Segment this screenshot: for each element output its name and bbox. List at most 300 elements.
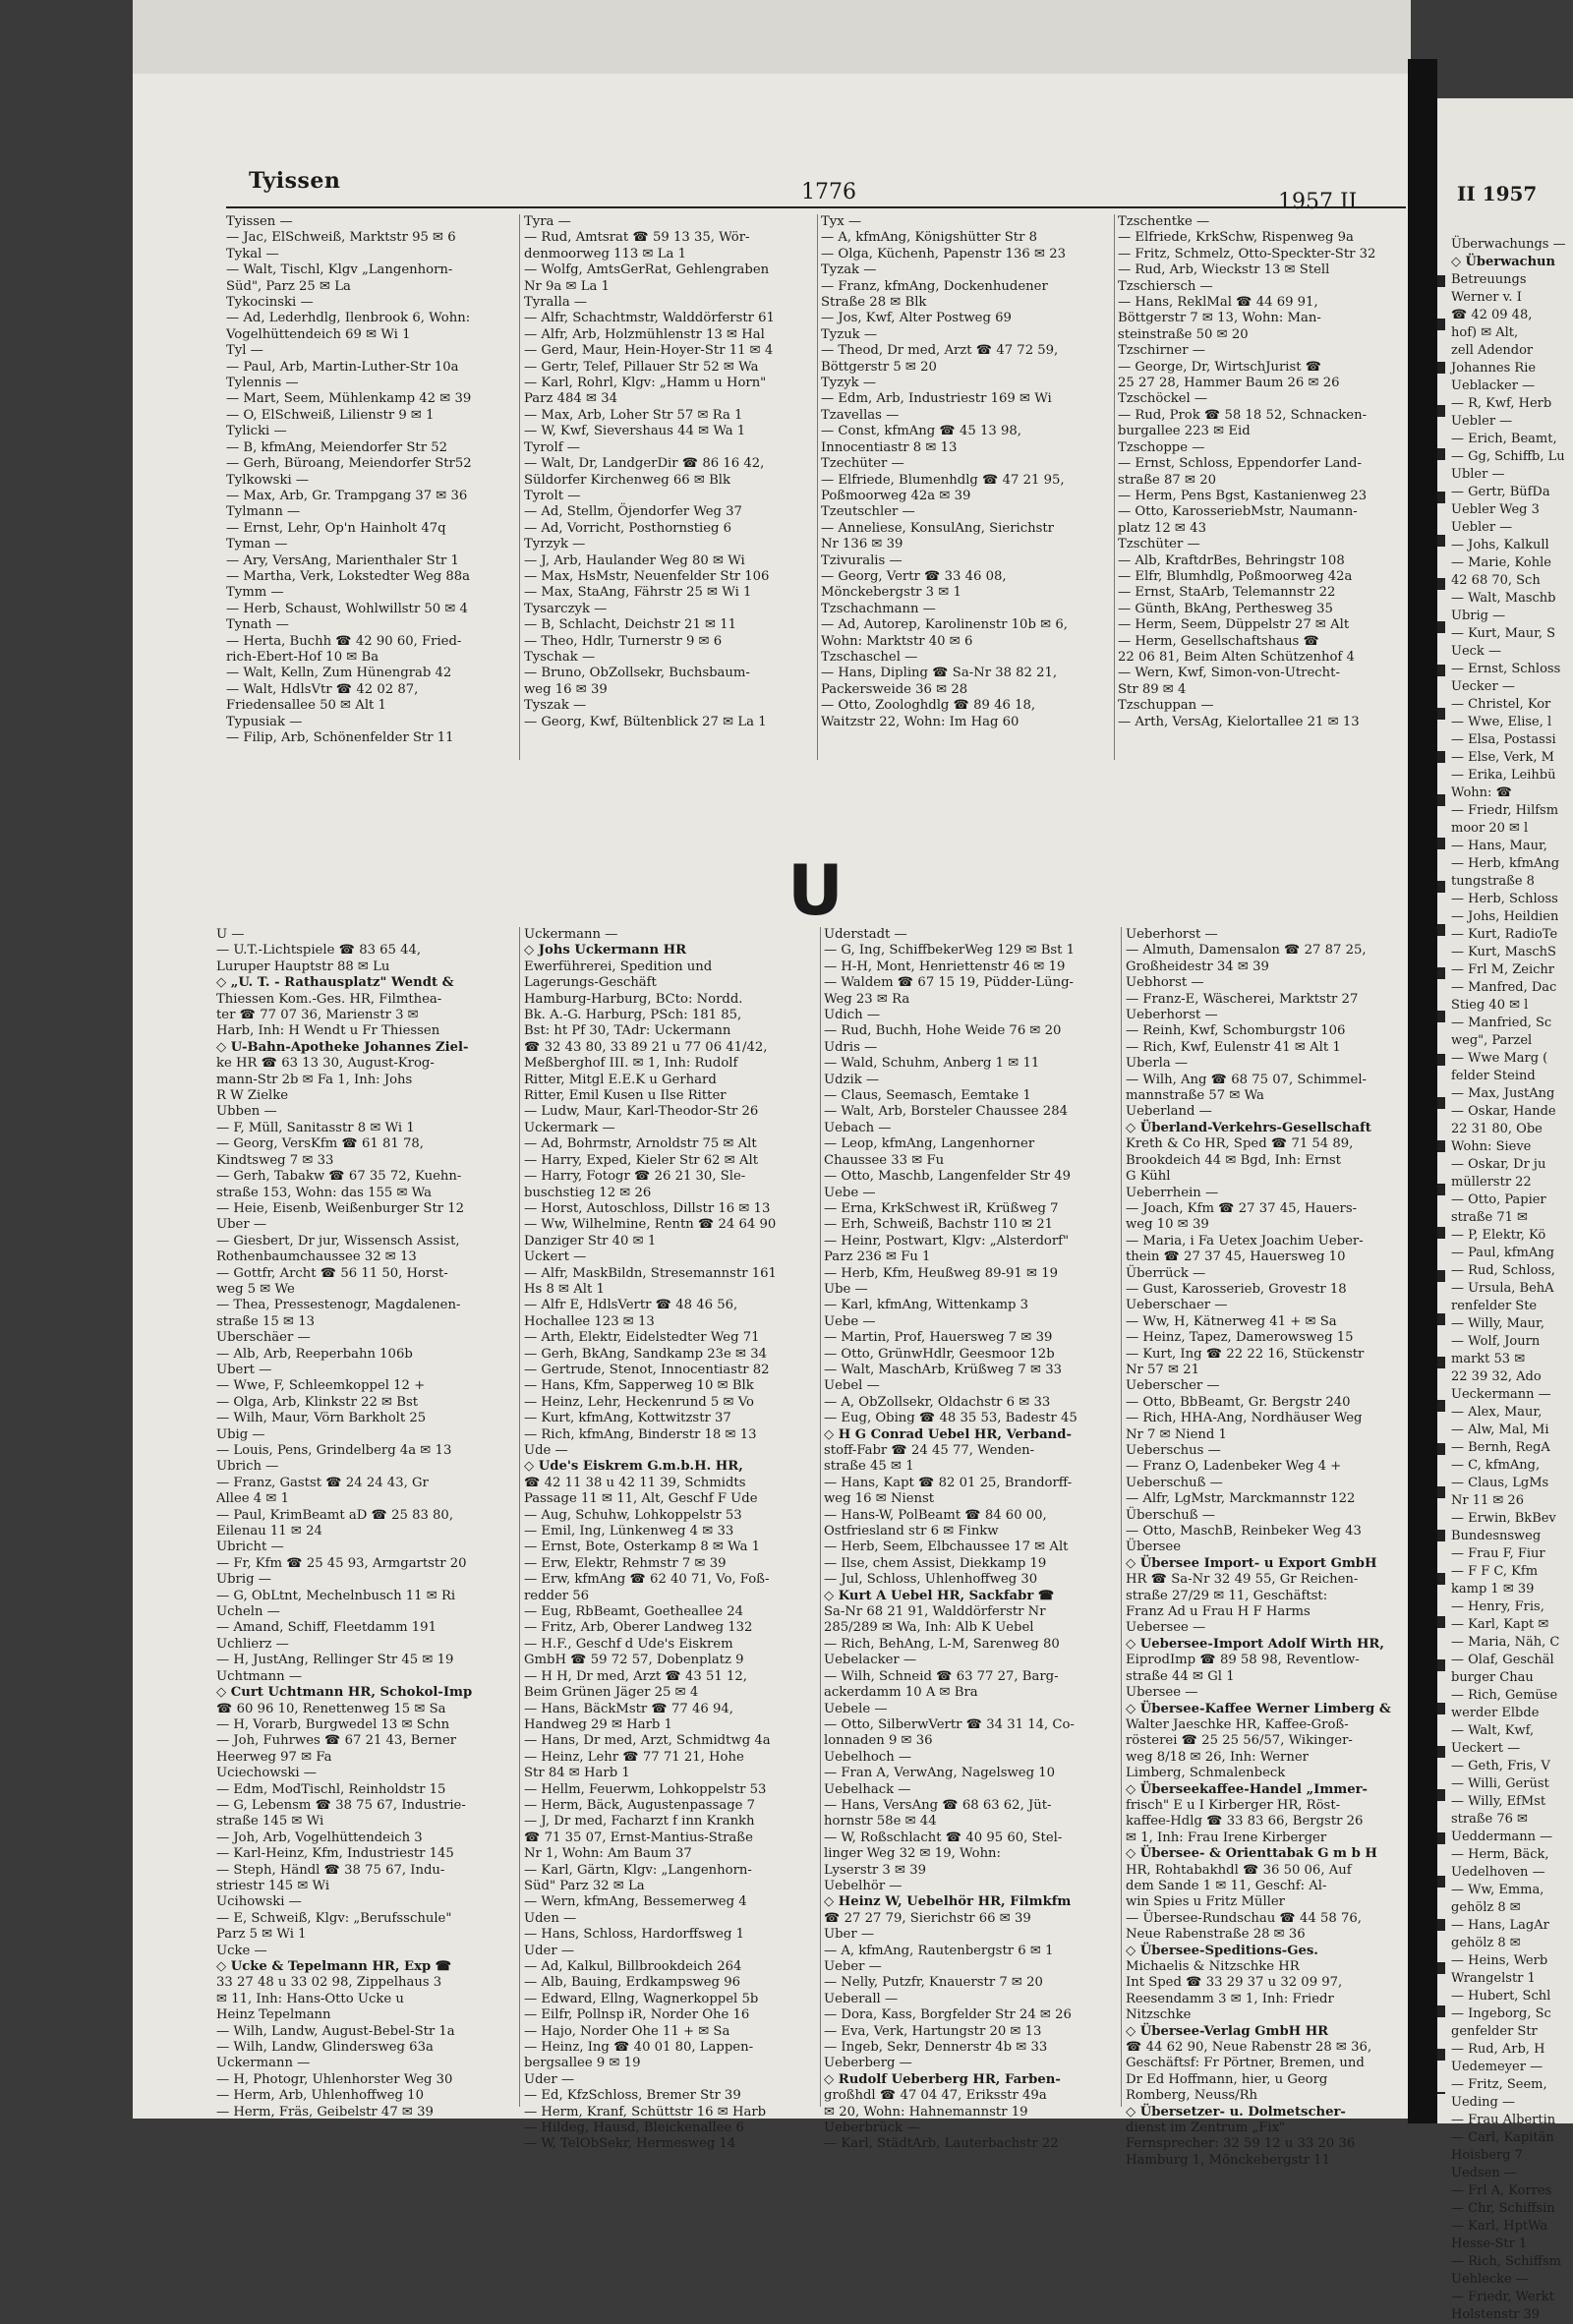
top-column-4 xyxy=(1118,214,1413,730)
directory-entry: — Hans-W, PolBeamt ☎ 84 60 00, xyxy=(824,1507,1047,1523)
top-column-2 xyxy=(524,214,814,730)
directory-entry: Nr 1, Wohn: Am Baum 37 xyxy=(524,1846,692,1862)
directory-entry: — Joh, Fuhrwes ☎ 67 21 43, Berner xyxy=(216,1733,457,1749)
directory-entry: Parz 236 ✉ Fu 1 xyxy=(824,1249,931,1265)
directory-entry: — Kurt, MaschS xyxy=(1451,945,1556,959)
directory-entry: Lyserstr 3 ✉ 39 xyxy=(824,1862,927,1878)
directory-entry: — Otto, GrünwHdlr, Geesmoor 12b xyxy=(824,1346,1055,1362)
running-head-right: 1957 II xyxy=(1278,190,1358,214)
directory-entry: — Ilse, chem Assist, Diekkamp 19 xyxy=(824,1555,1047,1571)
directory-entry: — Martin, Prof, Hauersweg 7 ✉ 39 xyxy=(824,1330,1053,1346)
directory-entry: — Carl, Kapitän xyxy=(1451,2130,1554,2145)
directory-entry: Großheidestr 34 ✉ 39 xyxy=(1126,959,1269,974)
directory-entry: — Karl, Kapt ✉ xyxy=(1451,1617,1549,1632)
directory-entry: — Jos, Kwf, Alter Postweg 69 xyxy=(821,311,1012,326)
directory-entry: Tyzuk — xyxy=(821,326,878,342)
directory-entry: Nr 9a ✉ La 1 xyxy=(524,278,610,294)
directory-entry: Uebelhack — xyxy=(824,1781,911,1797)
directory-entry: — Elsa, Postassi xyxy=(1451,732,1556,747)
directory-entry: — Almuth, Damensalon ☎ 27 87 25, xyxy=(1126,943,1367,959)
directory-entry: — Joach, Kfm ☎ 27 37 45, Hauers- xyxy=(1126,1200,1358,1216)
directory-entry: — Hans, Dr med, Arzt, Schmidtwg 4a xyxy=(524,1733,771,1749)
directory-entry: — Anneliese, KonsulAng, Sierichstr xyxy=(821,520,1054,536)
directory-entry: Reesendamm 3 ✉ 1, Inh: Friedr xyxy=(1126,1991,1334,2006)
directory-entry: — Rud, Arb, Wieckstr 13 ✉ Stell xyxy=(1118,262,1330,278)
directory-entry: steinstraße 50 ✉ 20 xyxy=(1118,326,1249,342)
directory-entry: Ueblacker — xyxy=(1451,378,1536,393)
directory-entry: — Otto, SilberwVertr ☎ 34 31 14, Co- xyxy=(824,1716,1075,1732)
directory-entry: Tyx — xyxy=(821,214,862,229)
directory-entry: ◇ Uebersee-Import Adolf Wirth HR, xyxy=(1126,1636,1384,1652)
directory-entry: weg 16 ✉ Nienst xyxy=(824,1491,935,1507)
directory-entry: Ueberall — xyxy=(824,1991,899,2006)
directory-entry: mann-Str 2b ✉ Fa 1, Inh: Johs xyxy=(216,1072,413,1087)
directory-entry: bergsallee 9 ✉ 19 xyxy=(524,2056,641,2071)
directory-entry: — A, kfmAng, Rautenbergstr 6 ✉ 1 xyxy=(824,1943,1054,1958)
directory-entry: ◇ Johs Uckermann HR xyxy=(524,943,687,959)
directory-entry: Tyrolf — xyxy=(524,439,580,455)
directory-entry: — F F C, Kfm xyxy=(1451,1564,1539,1579)
directory-entry: Hs 8 ✉ Alt 1 xyxy=(524,1281,605,1297)
directory-entry: Ueddermann — xyxy=(1451,1830,1553,1844)
directory-entry: — Gerh, Büroang, Meiendorfer Str52 xyxy=(226,456,472,472)
directory-entry: ☎ 71 35 07, Ernst-Mantius-Straße xyxy=(524,1830,753,1845)
directory-entry: Ritter, Mitgl E.E.K u Gerhard xyxy=(524,1072,717,1087)
directory-entry: — Olga, Küchenh, Papenstr 136 ✉ 23 xyxy=(821,246,1067,261)
directory-entry: — Otto, MaschB, Reinbeker Weg 43 xyxy=(1126,1524,1362,1540)
directory-entry: — Franz O, Ladenbeker Weg 4 + xyxy=(1126,1459,1342,1475)
directory-entry: — Elfriede, KrkSchw, Rispenweg 9a xyxy=(1118,230,1354,246)
directory-entry: Übersee xyxy=(1126,1540,1182,1555)
directory-entry: — Eva, Verk, Hartungstr 20 ✉ 13 xyxy=(824,2023,1042,2039)
directory-entry: Uckermann — xyxy=(216,2056,311,2071)
directory-entry: Ritter, Emil Kusen u Ilse Ritter xyxy=(524,1088,727,1104)
directory-entry: Uber — xyxy=(824,1927,875,1943)
directory-entry: — Heinz, Lehr, Heckenrund 5 ✉ Vo xyxy=(524,1394,754,1410)
directory-entry: — Gerd, Maur, Hein-Hoyer-Str 11 ✉ 4 xyxy=(524,343,774,359)
directory-entry: — Gertr, Telef, Pillauer Str 52 ✉ Wa xyxy=(524,359,759,375)
directory-entry: — Walt, MaschArb, Krüßweg 7 ✉ 33 xyxy=(824,1362,1063,1377)
directory-entry: — Alfr, MaskBildn, Stresemannstr 161 xyxy=(524,1265,777,1281)
directory-entry: Uebele — xyxy=(824,1701,888,1716)
directory-entry: Tzivuralis — xyxy=(821,552,903,568)
directory-entry: Weg 23 ✉ Ra xyxy=(824,991,910,1007)
directory-entry: — H, Vorarb, Burgwedel 13 ✉ Schn xyxy=(216,1716,450,1732)
directory-entry: Uberschäer — xyxy=(216,1330,311,1346)
directory-entry: Kindtsweg 7 ✉ 33 xyxy=(216,1152,334,1168)
directory-entry: — Ad, Vorricht, Posthornstieg 6 xyxy=(524,520,732,536)
directory-entry: — Ernst, Lehr, Op'n Hainholt 47q xyxy=(226,520,446,536)
directory-entry: Uden — xyxy=(524,1910,577,1926)
directory-entry: weg 8/18 ✉ 26, Inh: Werner xyxy=(1126,1749,1309,1765)
directory-entry: — Georg, Kwf, Bültenblick 27 ✉ La 1 xyxy=(524,714,767,729)
directory-entry: — Walt, Kelln, Zum Hünengrab 42 xyxy=(226,666,452,681)
directory-entry: — Rich, Schiffsm xyxy=(1451,2254,1561,2269)
directory-entry: Ueberland — xyxy=(1126,1104,1212,1120)
directory-entry: — Emil, Ing, Lünkenweg 4 ✉ 33 xyxy=(524,1524,734,1540)
directory-entry: — Kurt, RadioTe xyxy=(1451,927,1558,942)
directory-entry: — Herm, Seem, Düppelstr 27 ✉ Alt xyxy=(1118,617,1350,633)
directory-entry: ◇ Übersee-Verlag GmbH HR xyxy=(1126,2023,1329,2039)
directory-entry: Franz Ad u Frau H F Harms xyxy=(1126,1604,1311,1620)
directory-entry: — O, ElSchweiß, Lilienstr 9 ✉ 1 xyxy=(226,407,435,423)
directory-entry: — Wilh, Schneid ☎ 63 77 27, Barg- xyxy=(824,1668,1059,1684)
directory-entry: moor 20 ✉ l xyxy=(1451,821,1529,836)
directory-entry: — Ad, Kalkul, Billbrookdeich 264 xyxy=(524,1959,742,1974)
directory-entry: Hamburg 1, Mönckebergstr 11 xyxy=(1126,2152,1330,2168)
column-rule xyxy=(817,214,818,760)
directory-entry: Tzavellas — xyxy=(821,407,900,423)
directory-entry: felder Steind xyxy=(1451,1069,1536,1083)
directory-entry: Meßberghof III. ✉ 1, Inh: Rudolf xyxy=(524,1056,738,1072)
directory-entry: — Rich, BehAng, L-M, Sarenweg 80 xyxy=(824,1636,1060,1652)
directory-entry: — Amand, Schiff, Fleetdamm 191 xyxy=(216,1620,437,1636)
directory-entry: Ude — xyxy=(524,1443,568,1458)
directory-entry: — J, Arb, Haulander Weg 80 ✉ Wi xyxy=(524,552,745,568)
directory-entry: R W Zielke xyxy=(216,1088,289,1104)
bottom-column-3 xyxy=(824,927,1119,2153)
directory-entry: — Theod, Dr med, Arzt ☎ 47 72 59, xyxy=(821,343,1059,359)
directory-entry: — Heinr, Postwart, Klgv: „Alsterdorf" xyxy=(824,1233,1070,1249)
directory-entry: Uchtmann — xyxy=(216,1668,303,1684)
directory-entry: Kreth & Co HR, Sped ☎ 71 54 89, xyxy=(1126,1136,1354,1152)
directory-entry: — Rud, Schloss, xyxy=(1451,1263,1555,1278)
directory-entry: Tzschuppan — xyxy=(1118,698,1214,714)
directory-entry: straße 15 ✉ 13 xyxy=(216,1313,316,1329)
directory-entry: — Martha, Verk, Lokstedter Weg 88a xyxy=(226,568,471,584)
directory-entry: Bk. A.-G. Harburg, PSch: 181 85, xyxy=(524,1008,742,1023)
directory-entry: Tylmann — xyxy=(226,504,301,520)
directory-entry: — P, Elektr, Kö xyxy=(1451,1228,1546,1243)
directory-entry: — Theo, Hdlr, Turnerstr 9 ✉ 6 xyxy=(524,633,723,649)
directory-entry: — Else, Verk, M xyxy=(1451,750,1554,765)
directory-entry: — Ludw, Maur, Karl-Theodor-Str 26 xyxy=(524,1104,759,1120)
directory-entry: — Ww, H, Kätnerweg 41 + ✉ Sa xyxy=(1126,1313,1337,1329)
directory-entry: — Wolf, Journ xyxy=(1451,1334,1541,1349)
directory-entry: Ueberschaer — xyxy=(1126,1298,1228,1313)
directory-entry: Uebelacker — xyxy=(824,1653,917,1668)
directory-entry: — Hans, BäckMstr ☎ 77 46 94, xyxy=(524,1701,733,1716)
directory-entry: — Arth, VersAg, Kielortallee 21 ✉ 13 xyxy=(1118,714,1360,729)
directory-entry: Nr 7 ✉ Niend 1 xyxy=(1126,1426,1227,1442)
directory-entry: — Max, HsMstr, Neuenfelder Str 106 xyxy=(524,568,770,584)
directory-entry: — E, Schweiß, Klgv: „Berufsschule" xyxy=(216,1910,452,1926)
directory-entry: Uckermann — xyxy=(524,927,618,942)
directory-entry: — Herm, Pens Bgst, Kastanienweg 23 xyxy=(1118,488,1368,503)
directory-entry: — B, Schlacht, Deichstr 21 ✉ 11 xyxy=(524,617,737,633)
directory-entry: mannstraße 57 ✉ Wa xyxy=(1126,1088,1264,1104)
directory-entry: Tzschoppe — xyxy=(1118,439,1205,455)
directory-entry: — Walt, Tischl, Klgv „Langenhorn- xyxy=(226,262,453,278)
directory-entry: dienst im Zentrum „Fix" xyxy=(1126,2121,1286,2136)
directory-entry: Uebhorst — xyxy=(1126,975,1204,991)
directory-entry: Ubig — xyxy=(216,1426,265,1442)
directory-entry: — Übersee-Rundschau ☎ 44 58 76, xyxy=(1126,1910,1362,1926)
directory-entry: — Jul, Schloss, Uhlenhoffweg 30 xyxy=(824,1572,1038,1588)
directory-entry: Poßmoorweg 42a ✉ 39 xyxy=(821,488,971,503)
directory-entry: — Fran A, VerwAng, Nagelsweg 10 xyxy=(824,1766,1055,1781)
directory-entry: Hoisberg 7 xyxy=(1451,2148,1523,2163)
directory-entry: — Paul, Arb, Martin-Luther-Str 10a xyxy=(226,359,459,375)
directory-entry: Sa-Nr 68 21 91, Walddörferstr Nr xyxy=(824,1604,1046,1620)
directory-entry: — Alfr E, HdlsVertr ☎ 48 46 56, xyxy=(524,1298,738,1313)
directory-entry: — Alfr, Arb, Holzmühlenstr 13 ✉ Hal xyxy=(524,326,765,342)
directory-entry: — Erwin, BkBev xyxy=(1451,1511,1556,1526)
directory-entry: Ueck — xyxy=(1451,644,1501,659)
directory-entry: Udris — xyxy=(824,1039,878,1055)
directory-entry: kamp 1 ✉ 39 xyxy=(1451,1582,1535,1597)
directory-entry: — Eug, Obing ☎ 48 35 53, Badestr 45 xyxy=(824,1411,1078,1426)
directory-entry: Fernsprecher: 32 59 12 u 33 20 36 xyxy=(1126,2136,1356,2152)
directory-entry: — Olaf, Geschäl xyxy=(1451,1653,1554,1667)
directory-entry: — Herm, Bäck, Augustenpassage 7 xyxy=(524,1797,756,1813)
directory-entry: Handweg 29 ✉ Harb 1 xyxy=(524,1716,672,1732)
directory-entry: hornstr 58e ✉ 44 xyxy=(824,1814,937,1830)
directory-entry: — Otto, BbBeamt, Gr. Bergstr 240 xyxy=(1126,1394,1351,1410)
directory-entry: ◇ Kurt A Uebel HR, Sackfabr ☎ xyxy=(824,1588,1055,1603)
directory-entry: — Gerh, Tabakw ☎ 67 35 72, Kuehn- xyxy=(216,1169,462,1185)
directory-entry: — Wald, Schuhm, Anberg 1 ✉ 11 xyxy=(824,1056,1040,1072)
directory-entry: Holstenstr 39 xyxy=(1451,2307,1541,2322)
directory-entry: Tylkowski — xyxy=(226,472,310,488)
directory-entry: 25 27 28, Hammer Baum 26 ✉ 26 xyxy=(1118,376,1340,391)
directory-entry: — G, ObLtnt, Mechelnbusch 11 ✉ Ri xyxy=(216,1588,456,1603)
directory-entry: Überschuß — xyxy=(1126,1507,1215,1523)
directory-entry: Eilenau 11 ✉ 24 xyxy=(216,1524,322,1540)
directory-entry: ◇ U-Bahn-Apotheke Johannes Ziel- xyxy=(216,1039,469,1055)
directory-entry: Ubrig — xyxy=(216,1572,271,1588)
directory-entry: — Georg, VersKfm ☎ 61 81 78, xyxy=(216,1136,424,1152)
directory-entry: thein ☎ 27 37 45, Hauersweg 10 xyxy=(1126,1249,1346,1265)
directory-entry: — Ingeb, Sekr, Dennerstr 4b ✉ 33 xyxy=(824,2040,1048,2056)
directory-entry: genfelder Str xyxy=(1451,2024,1538,2039)
directory-entry: — Max, StaAng, Fährstr 25 ✉ Wi 1 xyxy=(524,585,752,601)
directory-entry: — Filip, Arb, Schönenfelder Str 11 xyxy=(226,730,454,745)
directory-entry: stoff-Fabr ☎ 24 45 77, Wenden- xyxy=(824,1443,1035,1458)
directory-entry: ◇ Überland-Verkehrs-Gesellschaft xyxy=(1126,1120,1371,1135)
directory-entry: ke HR ☎ 63 13 30, August-Krog- xyxy=(216,1056,435,1072)
header-rule xyxy=(226,206,1406,208)
directory-entry: — Hildeg, Hausd, Bleickenallee 6 xyxy=(524,2121,744,2136)
directory-entry: Tyralla — xyxy=(524,295,588,311)
directory-entry: — Mart, Seem, Mühlenkamp 42 ✉ 39 xyxy=(226,391,472,407)
directory-entry: — Herb, Seem, Elbchaussee 17 ✉ Alt xyxy=(824,1540,1069,1555)
directory-entry: — Erika, Leihbü xyxy=(1451,768,1556,783)
directory-entry: Ubert — xyxy=(216,1362,272,1377)
directory-entry: — Ernst, StaArb, Telemannstr 22 xyxy=(1118,585,1336,601)
directory-entry: buschstieg 12 ✉ 26 xyxy=(524,1185,652,1200)
directory-entry: — W, Kwf, Sievershaus 44 ✉ Wa 1 xyxy=(524,424,746,439)
directory-entry: — Walt, HdlsVtr ☎ 42 02 87, xyxy=(226,681,419,697)
directory-entry: Tynath — xyxy=(226,617,289,633)
directory-entry: rich-Ebert-Hof 10 ✉ Ba xyxy=(226,649,379,665)
directory-entry: Udich — xyxy=(824,1008,881,1023)
directory-entry: — Alfr, LgMstr, Marckmannstr 122 xyxy=(1126,1491,1356,1507)
directory-entry: 285/289 ✉ Wa, Inh: Alb K Uebel xyxy=(824,1620,1034,1636)
directory-entry: Tzechüter — xyxy=(821,456,904,472)
directory-entry: — F, Müll, Sanitasstr 8 ✉ Wi 1 xyxy=(216,1120,415,1135)
directory-entry: — B, kfmAng, Meiendorfer Str 52 xyxy=(226,439,447,455)
directory-entry: — Fr, Kfm ☎ 25 45 93, Armgartstr 20 xyxy=(216,1555,467,1571)
directory-entry: 33 27 48 u 33 02 98, Zippelhaus 3 xyxy=(216,1975,442,1991)
column-rule xyxy=(519,927,520,2107)
directory-entry: — George, Dr, WirtschJurist ☎ xyxy=(1118,359,1322,375)
directory-entry: Beim Grünen Jäger 25 ✉ 4 xyxy=(524,1685,699,1701)
directory-entry: — Erich, Beamt, xyxy=(1451,432,1557,446)
directory-entry: — Fritz, Arb, Oberer Landweg 132 xyxy=(524,1620,753,1636)
directory-entry: — Joh, Arb, Vogelhüttendeich 3 xyxy=(216,1830,423,1845)
directory-entry: ◇ Übersetzer- u. Dolmetscher- xyxy=(1126,2104,1346,2120)
directory-entry: Waitzstr 22, Wohn: Im Hag 60 xyxy=(821,714,1020,729)
directory-entry: — Claus, Seemasch, Eemtake 1 xyxy=(824,1088,1031,1104)
directory-entry: Neue Rabenstraße 28 ✉ 36 xyxy=(1126,1927,1306,1943)
directory-entry: ◇ H G Conrad Uebel HR, Verband- xyxy=(824,1426,1072,1442)
directory-entry: ◇ Rudolf Ueberberg HR, Farben- xyxy=(824,2071,1061,2087)
directory-entry: ☎ 60 96 10, Renettenweg 15 ✉ Sa xyxy=(216,1701,446,1716)
directory-entry: — Hajo, Norder Ohe 11 + ✉ Sa xyxy=(524,2023,730,2039)
directory-entry: — Herm, Fräs, Geibelstr 47 ✉ 39 xyxy=(216,2104,434,2120)
directory-entry: Str 89 ✉ 4 xyxy=(1118,681,1187,697)
directory-entry: — Johs, Heildien xyxy=(1451,909,1559,924)
directory-entry: Ewerführerei, Spedition und xyxy=(524,959,713,974)
directory-entry: Walter Jaeschke HR, Kaffee-Groß- xyxy=(1126,1716,1349,1732)
directory-entry: — Walt, Dr, LandgerDir ☎ 86 16 42, xyxy=(524,456,765,472)
directory-entry: straße 45 ✉ 1 xyxy=(824,1459,914,1475)
directory-entry: burger Chau xyxy=(1451,1670,1534,1685)
directory-entry: — Heinz, Ing ☎ 40 01 80, Lappen- xyxy=(524,2040,754,2056)
directory-entry: Limberg, Schmalenbeck xyxy=(1126,1766,1286,1781)
directory-entry: — Erw, kfmAng ☎ 62 40 71, Vo, Foß- xyxy=(524,1572,770,1588)
directory-entry: ✉ 1, Inh: Frau Irene Kirberger xyxy=(1126,1830,1327,1845)
directory-entry: Johannes Rie xyxy=(1451,361,1537,376)
directory-entry: Harb, Inh: H Wendt u Fr Thiessen xyxy=(216,1023,440,1039)
directory-entry: — Paul, kfmAng xyxy=(1451,1246,1554,1260)
directory-entry: redder 56 xyxy=(524,1588,590,1603)
directory-entry: Tzschiersch — xyxy=(1118,278,1213,294)
directory-entry: — Maria, Näh, C xyxy=(1451,1635,1560,1650)
directory-entry: — Ad, Autorep, Karolinenstr 10b ✉ 6, xyxy=(821,617,1068,633)
directory-entry: Uder — xyxy=(524,2071,575,2087)
directory-entry: großhdl ☎ 47 04 47, Eriksstr 49a xyxy=(824,2088,1047,2104)
directory-entry: — Waldem ☎ 67 15 19, Püdder-Lüng- xyxy=(824,975,1074,991)
directory-entry: Heinz Tepelmann xyxy=(216,2007,331,2023)
directory-entry: — Ad, Bohrmstr, Arnoldstr 75 ✉ Alt xyxy=(524,1136,757,1152)
directory-entry: — Paul, KrimBeamt aD ☎ 25 83 80, xyxy=(216,1507,454,1523)
directory-entry: — Wilh, Maur, Vörn Barkholt 25 xyxy=(216,1411,427,1426)
directory-entry: — Hans, Kapt ☎ 82 01 25, Brandorff- xyxy=(824,1475,1073,1490)
directory-entry: Dr Ed Hoffmann, hier, u Georg xyxy=(1126,2071,1328,2087)
directory-entry: — H-H, Mont, Henriettenstr 46 ✉ 19 xyxy=(824,959,1066,974)
directory-entry: G Kühl xyxy=(1126,1169,1171,1185)
book-gutter xyxy=(1408,59,1437,2123)
directory-entry: — Oskar, Hande xyxy=(1451,1104,1556,1119)
directory-entry: Tzschaschel — xyxy=(821,649,918,665)
directory-entry: — Christel, Kor xyxy=(1451,697,1551,712)
directory-entry: — Rich, kfmAng, Binderstr 18 ✉ 13 xyxy=(524,1426,757,1442)
directory-entry: — G, Ing, SchiffbekerWeg 129 ✉ Bst 1 xyxy=(824,943,1076,959)
directory-entry: Nitzschke xyxy=(1126,2007,1192,2023)
directory-entry: — Jac, ElSchweiß, Marktstr 95 ✉ 6 xyxy=(226,230,456,246)
directory-entry: ☎ 42 09 48, xyxy=(1451,308,1533,322)
directory-entry: Michaelis & Nitzschke HR xyxy=(1126,1959,1300,1974)
directory-entry: win Spies u Fritz Müller xyxy=(1126,1894,1285,1910)
directory-entry: — Günth, BkAng, Perthesweg 35 xyxy=(1118,601,1333,616)
directory-entry: Uebler — xyxy=(1451,414,1513,429)
directory-entry: — Ary, VersAng, Marienthaler Str 1 xyxy=(226,552,459,568)
directory-entry: Ueberschuß — xyxy=(1126,1475,1223,1490)
directory-entry: Überwachungs — xyxy=(1451,237,1566,252)
directory-entry: Uebelhoch — xyxy=(824,1749,912,1765)
directory-entry: Uciechowski — xyxy=(216,1766,317,1781)
directory-entry: — Oskar, Dr ju xyxy=(1451,1157,1546,1172)
directory-entry: Ueberscher — xyxy=(1126,1378,1220,1394)
directory-entry: Straße 28 ✉ Blk xyxy=(821,295,927,311)
directory-entry: — Claus, LgMs xyxy=(1451,1476,1549,1490)
directory-entry: — Olga, Arb, Klinkstr 22 ✉ Bst xyxy=(216,1394,419,1410)
directory-entry: — Herb, kfmAng xyxy=(1451,856,1560,871)
directory-entry: — Ernst, Bote, Osterkamp 8 ✉ Wa 1 xyxy=(524,1540,761,1555)
directory-entry: — H, JustAng, Rellinger Str 45 ✉ 19 xyxy=(216,1653,454,1668)
directory-entry: ◇ Curt Uchtmann HR, Schokol-Imp xyxy=(216,1685,473,1701)
directory-entry: platz 12 ✉ 43 xyxy=(1118,520,1206,536)
directory-entry: Ucheln — xyxy=(216,1604,280,1620)
directory-entry: — Franz, Gastst ☎ 24 24 43, Gr xyxy=(216,1475,429,1490)
directory-entry: — Wilh, Landw, Glindersweg 63a xyxy=(216,2040,434,2056)
directory-entry: — H.F., Geschf d Ude's Eiskrem xyxy=(524,1636,733,1652)
directory-entry: — Rud, Amtsrat ☎ 59 13 35, Wör- xyxy=(524,230,750,246)
directory-entry: Ueding — xyxy=(1451,2095,1515,2110)
directory-entry: — Max, Arb, Gr. Trampgang 37 ✉ 36 xyxy=(226,488,468,503)
directory-entry: — Kurt, Ing ☎ 22 22 16, Stückenstr xyxy=(1126,1346,1365,1362)
directory-entry: — Herm, Bäck, xyxy=(1451,1847,1549,1862)
directory-entry: Ostfriesland str 6 ✉ Finkw xyxy=(824,1524,999,1540)
directory-entry: straße 44 ✉ Gl 1 xyxy=(1126,1668,1235,1684)
directory-entry: zell Adendor xyxy=(1451,343,1534,358)
directory-entry: markt 53 ✉ xyxy=(1451,1352,1526,1366)
directory-entry: Wohn: ☎ xyxy=(1451,785,1512,800)
directory-entry: Nr 136 ✉ 39 xyxy=(821,537,903,552)
directory-entry: — Alfr, Schachtmstr, Walddörferstr 61 xyxy=(524,311,775,326)
directory-entry: Wrangelstr 1 xyxy=(1451,1971,1536,1986)
directory-entry: — Horst, Autoschloss, Dillstr 16 ✉ 13 xyxy=(524,1200,771,1216)
top-column-1 xyxy=(226,214,516,746)
directory-entry: — Alex, Maur, xyxy=(1451,1405,1543,1420)
directory-entry: ◇ Übersee-Kaffee Werner Limberg & xyxy=(1126,1701,1391,1716)
directory-entry: renfelder Ste xyxy=(1451,1299,1538,1313)
directory-entry: — Ursula, BehA xyxy=(1451,1281,1554,1296)
directory-entry: — Hans, Kfm, Sapperweg 10 ✉ Blk xyxy=(524,1378,754,1394)
bottom-column-4 xyxy=(1126,927,1421,2169)
directory-entry: — Ww, Wilhelmine, Rentn ☎ 24 64 90 xyxy=(524,1217,777,1233)
directory-entry: Uedemeyer — xyxy=(1451,2060,1544,2074)
directory-entry: — Maria, i Fa Uetex Joachim Ueber- xyxy=(1126,1233,1364,1249)
directory-entry: Tzschentke — xyxy=(1118,214,1210,229)
directory-entry: Tyissen — xyxy=(226,214,293,229)
directory-entry: HR, Rohtabakhdl ☎ 36 50 06, Auf xyxy=(1126,1862,1352,1878)
directory-entry: Ueberberg — xyxy=(824,2056,912,2071)
directory-entry: — Otto, Zoologhdlg ☎ 89 46 18, xyxy=(821,698,1036,714)
directory-entry: Danziger Str 40 ✉ 1 xyxy=(524,1233,657,1249)
directory-entry: Friedensallee 50 ✉ Alt 1 xyxy=(226,698,386,714)
directory-entry: Wohn: Marktstr 40 ✉ 6 xyxy=(821,633,973,649)
directory-entry: Uebler — xyxy=(1451,520,1513,535)
directory-entry: — Willy, Maur, xyxy=(1451,1316,1544,1331)
directory-entry: straße 87 ✉ 20 xyxy=(1118,472,1217,488)
column-rule xyxy=(1114,214,1115,760)
directory-entry: Tzschachmann — xyxy=(821,601,936,616)
directory-entry: 22 39 32, Ado xyxy=(1451,1369,1542,1384)
column-rule xyxy=(820,927,821,2107)
